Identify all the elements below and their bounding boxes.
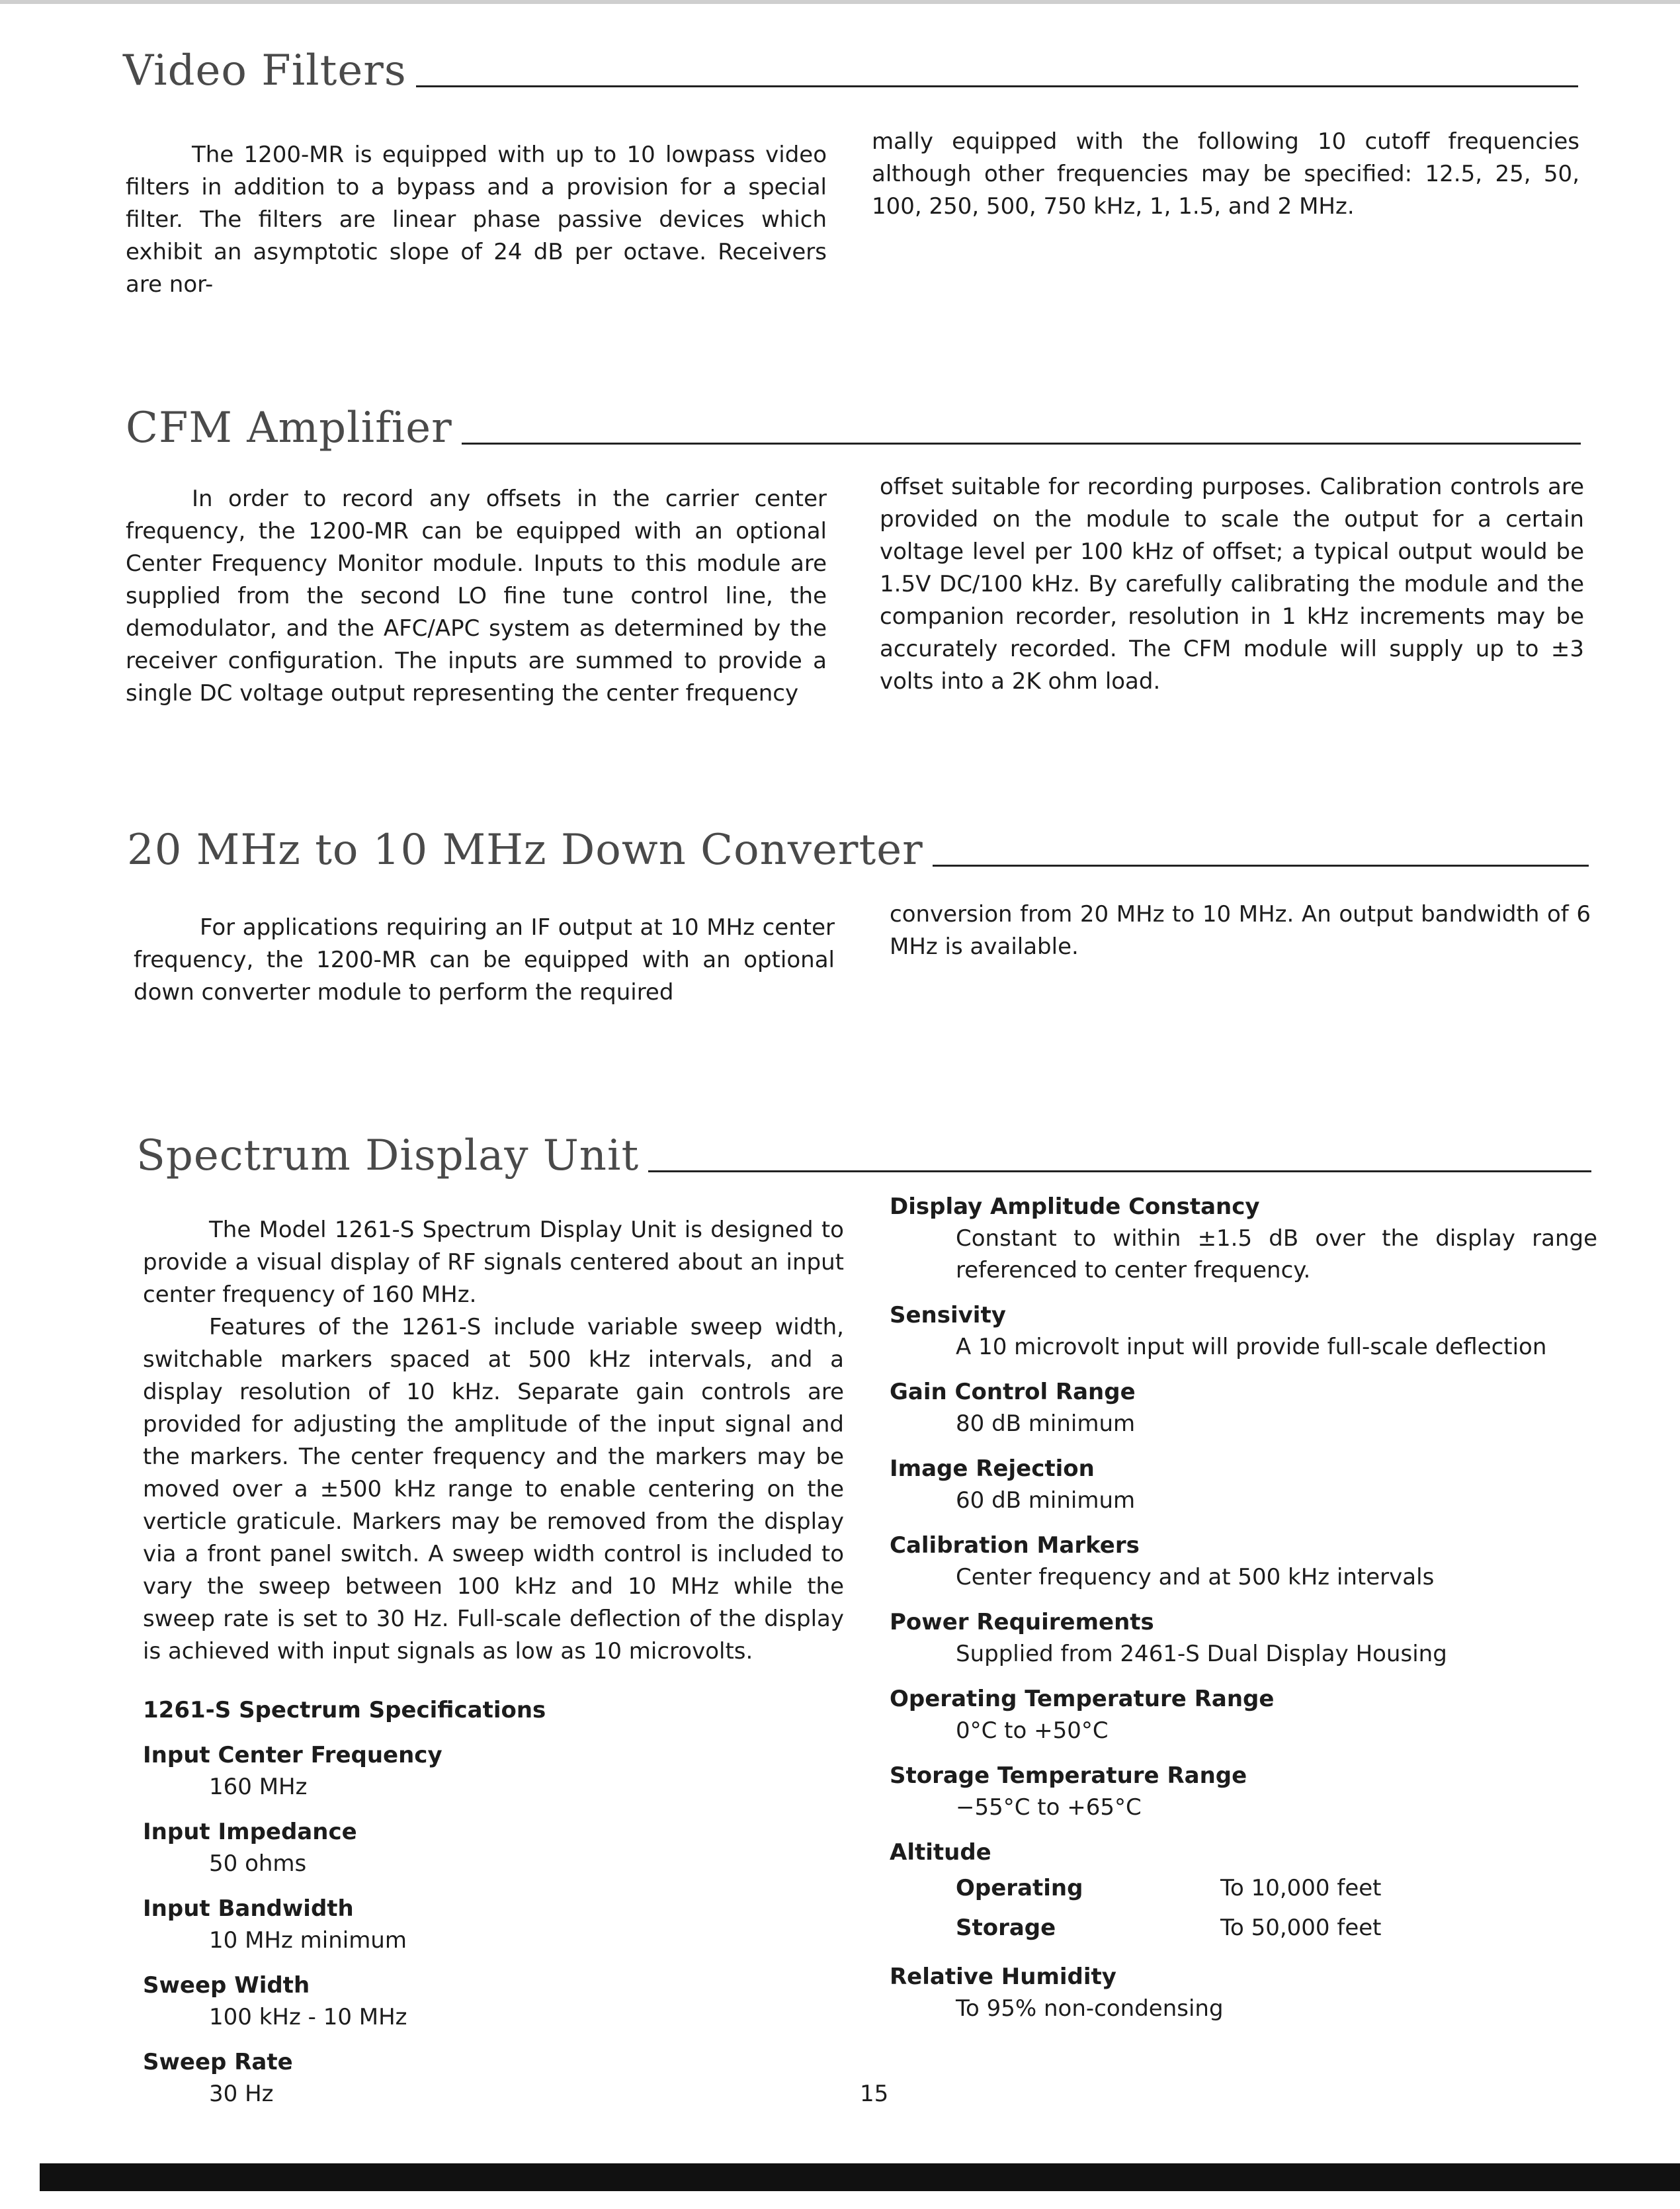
altitude-storage-value: To 50,000 feet [1220, 1915, 1382, 1941]
paragraph: In order to record any offsets in the carrier center frequency, the 1200-MR can be equipped with an optional Center Frequency Monitor module. Inputs to this module are supplied from the second LO fine tune control line, the demodulator, and the AFC/APC system as determined by the receiver configuration. The inputs are summed to provide a single DC voltage output representing the center frequency [126, 486, 827, 707]
spec-value: 50 ohms [209, 1850, 307, 1877]
video-filters-heading [123, 46, 1578, 95]
altitude-operating-label: Operating [956, 1875, 1083, 1901]
specs-title: 1261-S Spectrum Specifications [143, 1697, 546, 1723]
heading-rule [933, 865, 1589, 867]
spectrum-display-left-column [143, 1214, 844, 2110]
spec-value: Supplied from 2461-S Dual Display Housing [956, 1641, 1447, 1667]
spec-label: Gain Control Range [890, 1379, 1136, 1405]
spec-value: 160 MHz [209, 1774, 308, 1800]
page-number: 15 [860, 2081, 889, 2107]
spec-label: Calibration Markers [890, 1532, 1140, 1559]
scan-edge [0, 0, 1680, 4]
spectrum-specs-right-column [890, 1191, 1597, 2024]
video-filters-right-column [872, 126, 1579, 223]
spec-value: A 10 microvolt input will provide full-scale deflection [956, 1334, 1547, 1360]
altitude-storage-label: Storage [956, 1915, 1056, 1941]
humidity-label: Relative Humidity [890, 1964, 1116, 1990]
spec-label: Input Center Frequency [143, 1742, 442, 1768]
section-title: Spectrum Display Unit [136, 1131, 640, 1180]
spec-label: Input Bandwidth [143, 1895, 354, 1922]
altitude-operating-row [890, 1868, 1597, 1908]
spec-value: −55°C to +65°C [956, 1794, 1142, 1821]
spec-label: Input Impedance [143, 1819, 357, 1845]
down-converter-heading [127, 826, 1589, 875]
paragraph: mally equipped with the following 10 cutoff frequencies although other frequencies may be specified: 12.5, 25, 50, 100, 250, 500, 750 kHz, 1, 1.5, and 2 MHz. [872, 128, 1579, 220]
spec-value: 80 dB minimum [956, 1410, 1136, 1437]
cfm-amplifier-heading [126, 404, 1581, 453]
features-paragraph: Features of the 1261-S include variable sweep width, switchable markers spaced at 500 kHz intervals, and a display resolution of 10 kHz. Separate gain controls are provided for adjusting the amplitude of the input signal and the markers. The center frequency and the markers may be moved over a ±500 kHz range to enable centering on the verticle graticule. Markers may be removed from the display via a front panel switch. A sweep width control is included to vary the sweep between 100 kHz and 10 MHz while the sweep rate is set to 30 Hz. Full-scale deflection of the display is achieved with input signals as low as 10 microvolts. [143, 1314, 844, 1665]
section-title: Video Filters [123, 46, 407, 95]
altitude-storage-row [890, 1908, 1597, 1948]
down-converter-left-column [134, 912, 835, 1009]
spec-value: 30 Hz [209, 2081, 274, 2107]
spec-value: 60 dB minimum [956, 1487, 1136, 1514]
spec-label: Power Requirements [890, 1609, 1154, 1635]
scan-bottom-edge [40, 2163, 1680, 2191]
paragraph: conversion from 20 MHz to 10 MHz. An output bandwidth of 6 MHz is available. [890, 901, 1591, 960]
paragraph: offset suitable for recording purposes. Calibration controls are provided on the module to scale the output for a certain voltage level per 100 kHz of offset; a typical output would be 1.5V DC/100 kHz. By carefully calibrating the module and the companion recorder, resolution in 1 kHz increments may be accurately recorded. The CFM module will supply up to ±3 volts into a 2K ohm load. [880, 474, 1584, 695]
spec-label: Image Rejection [890, 1455, 1095, 1482]
spec-value: 0°C to +50°C [956, 1717, 1109, 1744]
humidity-value: To 95% non-condensing [956, 1995, 1224, 2022]
spec-label: Sensivity [890, 1302, 1006, 1328]
down-converter-right-column [890, 898, 1591, 963]
intro-paragraph: The Model 1261-S Spectrum Display Unit is designed to provide a visual display of RF signals centered about an input center frequency of 160 MHz. [143, 1217, 844, 1308]
spec-label: Operating Temperature Range [890, 1686, 1275, 1712]
heading-rule [648, 1170, 1591, 1172]
section-title: 20 MHz to 10 MHz Down Converter [127, 826, 923, 875]
spec-label: Storage Temperature Range [890, 1762, 1247, 1789]
spec-value: Center frequency and at 500 kHz intervals [956, 1564, 1435, 1590]
heading-rule [462, 443, 1581, 445]
cfm-amplifier-left-column [126, 483, 827, 710]
section-title: CFM Amplifier [126, 404, 452, 453]
spec-value: 10 MHz minimum [209, 1927, 407, 1954]
altitude-operating-value: To 10,000 feet [1220, 1875, 1382, 1901]
paragraph: The 1200-MR is equipped with up to 10 lowpass video filters in addition to a bypass and a provision for a special filter. The filters are linear phase passive devices which exhibit an asymptotic slope of 24 dB per octave. Receivers are nor- [126, 142, 827, 298]
heading-rule [416, 85, 1578, 87]
spectrum-display-heading [136, 1131, 1591, 1180]
paragraph: For applications requiring an IF output at 10 MHz center frequency, the 1200-MR can be equipped with an optional down converter module to perform the required [134, 914, 835, 1006]
cfm-amplifier-right-column [880, 471, 1584, 698]
altitude-label: Altitude [890, 1839, 991, 1866]
spec-label: Sweep Rate [143, 2049, 293, 2075]
spec-value: 100 kHz - 10 MHz [209, 2004, 407, 2030]
spec-value: Constant to within ±1.5 dB over the display range referenced to center frequency. [956, 1225, 1597, 1283]
spec-label: Display Amplitude Constancy [890, 1193, 1260, 1220]
video-filters-left-column [126, 139, 827, 301]
spec-label: Sweep Width [143, 1972, 310, 1999]
